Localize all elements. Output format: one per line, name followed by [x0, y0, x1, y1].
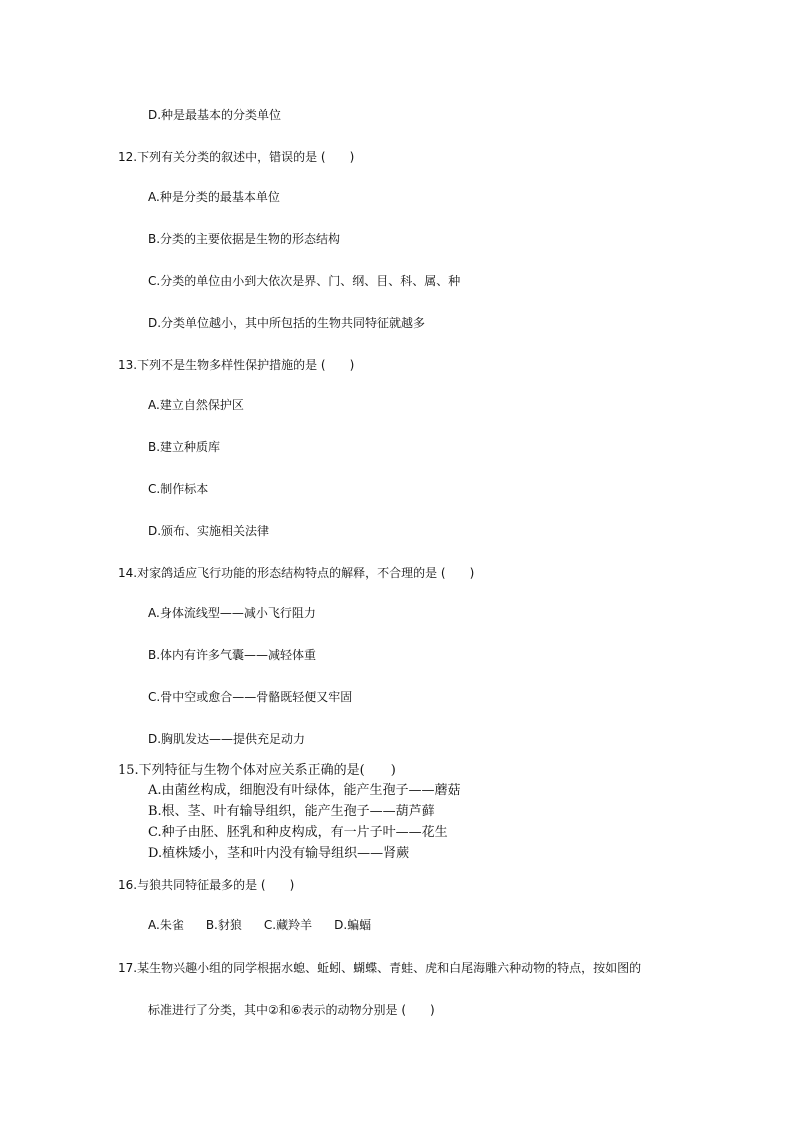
q14-option-d: D.胸肌发达——提供充足动力: [148, 732, 306, 746]
q15-option-b: B.根、茎、叶有输导组织，能产生孢子——葫芦藓: [148, 804, 435, 819]
q16-option-c: C.藏羚羊: [263, 918, 313, 932]
q11-option-d: D.种是最基本的分类单位: [148, 108, 282, 122]
q12-option-c: C.分类的单位由小到大依次是界、门、纲、目、科、属、种: [148, 274, 461, 288]
q12-option-a: A.种是分类的最基本单位: [148, 190, 280, 204]
q13-option-c: C.制作标本: [148, 482, 209, 496]
q12-option-b: B.分类的主要依据是生物的形态结构: [148, 232, 341, 246]
q17-stem-continued: 标准进行了分类，其中②和⑥表示的动物分别是 ( ): [148, 1003, 435, 1017]
q14-option-a: A.身体流线型——减小飞行阻力: [148, 606, 316, 620]
q14-stem: 14.对家鸽适应飞行功能的形态结构特点的解释，不合理的是 ( ): [118, 566, 475, 580]
q15-stem: 15.下列特征与生物个体对应关系正确的是( ): [118, 763, 396, 778]
q16-option-b: B.豺狼: [205, 918, 242, 932]
q12-stem: 12.下列有关分类的叙述中，错误的是 ( ): [118, 150, 355, 164]
q16-stem: 16.与狼共同特征最多的是 ( ): [118, 878, 295, 892]
q15-option-c: C.种子由胚、胚乳和种皮构成，有一片子叶——花生: [148, 825, 448, 840]
q13-option-a: A.建立自然保护区: [148, 398, 244, 412]
q13-option-b: B.建立种质库: [148, 440, 221, 454]
q16-options: [148, 917, 371, 933]
q14-option-b: B.体内有许多气囊——减轻体重: [148, 648, 317, 662]
q16-option-a: A.朱雀: [148, 918, 184, 932]
q17-stem: 17.某生物兴趣小组的同学根据水螅、蚯蚓、蝴蝶、青蛙、虎和白尾海雕六种动物的特点，按如图的: [118, 961, 642, 975]
q13-option-d: D.颁布、实施相关法律: [148, 524, 270, 538]
q12-option-d: D.分类单位越小，其中所包括的生物共同特征就越多: [148, 316, 426, 330]
q14-option-c: C.骨中空或愈合——骨骼既轻便又牢固: [148, 690, 353, 704]
q13-stem: 13.下列不是生物多样性保护措施的是 ( ): [118, 358, 355, 372]
q15-option-d: D.植株矮小，茎和叶内没有输导组织——肾蕨: [148, 846, 410, 861]
q15-option-a: A.由菌丝构成，细胞没有叶绿体，能产生孢子——蘑菇: [148, 783, 461, 798]
q16-option-d: D.蝙蝠: [334, 918, 372, 932]
